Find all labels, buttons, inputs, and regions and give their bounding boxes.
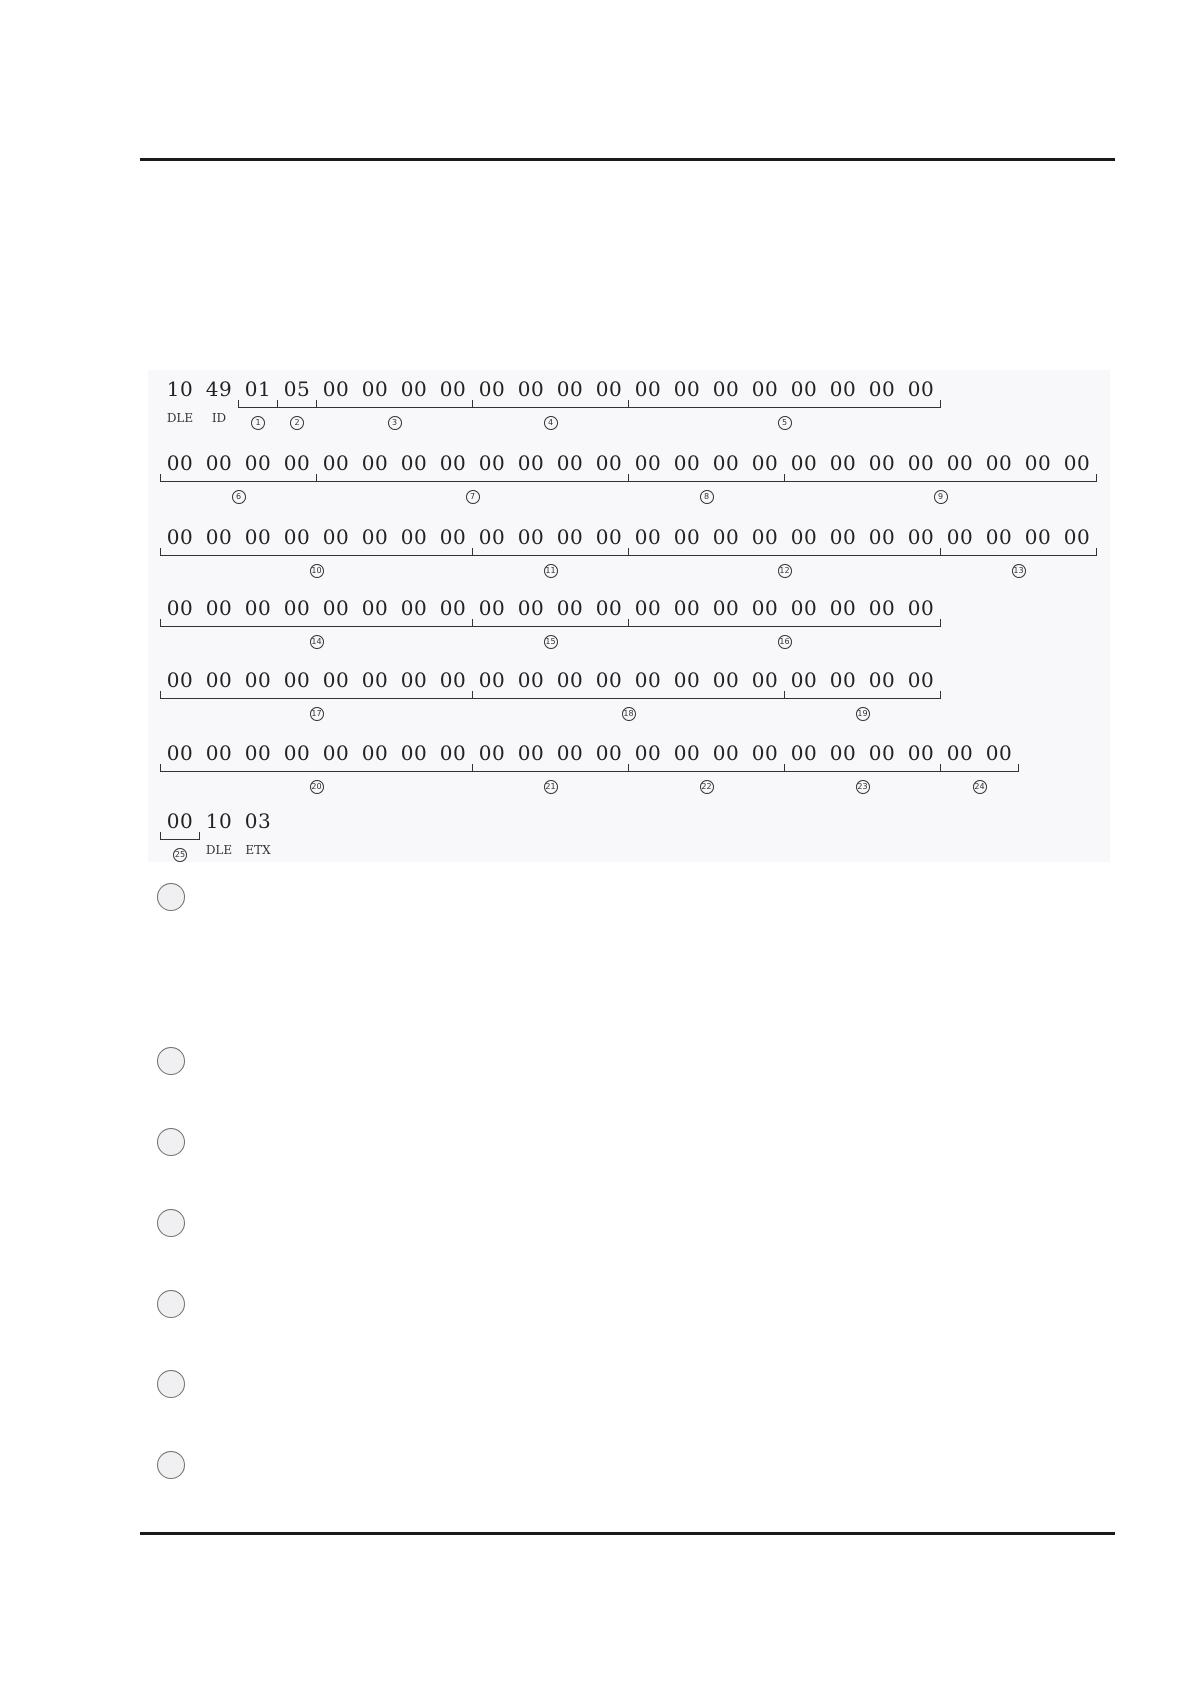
- byte-value: 00: [751, 668, 779, 692]
- byte-value: 00: [322, 596, 350, 620]
- byte-value: 00: [517, 451, 545, 475]
- byte-value: 00: [478, 525, 506, 549]
- field-number-marker: 8: [700, 490, 714, 504]
- byte-value: 00: [712, 377, 740, 401]
- byte-value: 00: [907, 668, 935, 692]
- byte-value: 00: [673, 377, 701, 401]
- byte-value: 00: [790, 596, 818, 620]
- byte-value: 00: [283, 451, 311, 475]
- field-bracket: [160, 474, 317, 482]
- byte-value: 00: [595, 741, 623, 765]
- byte-value: 00: [439, 377, 467, 401]
- frame-row: [148, 452, 1110, 514]
- byte-value: 00: [634, 525, 662, 549]
- byte-value: 00: [595, 451, 623, 475]
- byte-value: 00: [361, 525, 389, 549]
- byte-value: 00: [751, 741, 779, 765]
- byte-value: 00: [478, 741, 506, 765]
- frame-row: [148, 742, 1110, 804]
- byte-value: 00: [790, 451, 818, 475]
- field-bracket: [472, 619, 629, 627]
- byte-value: 00: [283, 596, 311, 620]
- field-number-marker: 13: [1012, 564, 1026, 578]
- field-number-marker: 4: [544, 416, 558, 430]
- byte-value: 00: [673, 525, 701, 549]
- byte-value: 00: [478, 451, 506, 475]
- byte-value: 00: [400, 377, 428, 401]
- frame-row: [148, 669, 1110, 731]
- field-number-marker: 3: [388, 416, 402, 430]
- byte-value: 00: [400, 451, 428, 475]
- byte-value: 00: [751, 377, 779, 401]
- byte-value: 00: [673, 451, 701, 475]
- field-number-marker: 14: [310, 635, 324, 649]
- byte-value: 00: [283, 741, 311, 765]
- byte-value: 00: [829, 377, 857, 401]
- field-bracket: [238, 400, 278, 408]
- byte-value: 00: [166, 809, 194, 833]
- field-number-marker: 10: [310, 564, 324, 578]
- field-number-marker: 1: [251, 416, 265, 430]
- byte-value: 00: [985, 741, 1013, 765]
- field-bracket: [160, 764, 473, 772]
- byte-value: 00: [556, 377, 584, 401]
- byte-value: 00: [868, 377, 896, 401]
- byte-value: 00: [1024, 451, 1052, 475]
- legend-circle-marker: [157, 1451, 185, 1479]
- footer-rule: [140, 1532, 1115, 1535]
- field-bracket: [628, 764, 785, 772]
- frame-diagram: [148, 370, 1110, 862]
- byte-value: 00: [244, 741, 272, 765]
- byte-value: 00: [595, 596, 623, 620]
- field-bracket: [160, 832, 200, 840]
- byte-value: 00: [868, 668, 896, 692]
- field-bracket: [628, 548, 941, 556]
- byte-value: 00: [517, 525, 545, 549]
- field-bracket: [472, 548, 629, 556]
- byte-value: 00: [829, 596, 857, 620]
- byte-value: 00: [556, 668, 584, 692]
- field-bracket: [628, 474, 785, 482]
- byte-value: 00: [790, 668, 818, 692]
- byte-value: 00: [595, 668, 623, 692]
- field-bracket: [160, 548, 473, 556]
- field-bracket: [472, 400, 629, 408]
- field-bracket: [160, 691, 473, 699]
- field-number-marker: 23: [856, 780, 870, 794]
- byte-value: 00: [322, 377, 350, 401]
- byte-value: 00: [283, 525, 311, 549]
- byte-value: 00: [244, 668, 272, 692]
- byte-tag-label: ETX: [245, 843, 271, 857]
- byte-value: 00: [634, 377, 662, 401]
- byte-value: 00: [400, 668, 428, 692]
- field-bracket: [940, 764, 1019, 772]
- field-bracket: [628, 400, 941, 408]
- field-bracket: [277, 400, 317, 408]
- byte-value: 00: [400, 741, 428, 765]
- byte-value: 49: [205, 377, 233, 401]
- field-number-marker: 19: [856, 707, 870, 721]
- field-bracket: [472, 764, 629, 772]
- byte-value: 00: [517, 377, 545, 401]
- byte-value: 00: [166, 451, 194, 475]
- byte-value: 00: [1024, 525, 1052, 549]
- byte-value: 00: [205, 525, 233, 549]
- byte-value: 00: [400, 596, 428, 620]
- byte-value: 00: [829, 741, 857, 765]
- byte-value: 00: [322, 451, 350, 475]
- field-bracket: [784, 691, 941, 699]
- byte-tag-label: DLE: [166, 411, 194, 425]
- byte-value: 00: [205, 668, 233, 692]
- legend-circle-marker: [157, 1290, 185, 1318]
- byte-value: 00: [868, 596, 896, 620]
- byte-value: 00: [673, 741, 701, 765]
- byte-value: 00: [946, 525, 974, 549]
- byte-value: 00: [634, 668, 662, 692]
- byte-value: 10: [205, 809, 233, 833]
- byte-value: 10: [166, 377, 194, 401]
- byte-value: 00: [244, 525, 272, 549]
- field-number-marker: 21: [544, 780, 558, 794]
- legend-circle-marker: [157, 1128, 185, 1156]
- byte-value: 00: [166, 525, 194, 549]
- byte-value: 00: [517, 741, 545, 765]
- byte-value: 05: [283, 377, 311, 401]
- byte-value: 00: [946, 451, 974, 475]
- byte-tag-label: ID: [211, 411, 227, 425]
- byte-value: 00: [907, 741, 935, 765]
- field-number-marker: 9: [934, 490, 948, 504]
- byte-value: 00: [244, 451, 272, 475]
- field-number-marker: 16: [778, 635, 792, 649]
- byte-value: 00: [361, 668, 389, 692]
- byte-value: 00: [907, 525, 935, 549]
- field-number-marker: 24: [973, 780, 987, 794]
- byte-value: 00: [868, 451, 896, 475]
- byte-value: 00: [361, 377, 389, 401]
- byte-value: 00: [712, 668, 740, 692]
- field-bracket: [160, 619, 473, 627]
- byte-value: 00: [322, 525, 350, 549]
- byte-value: 00: [478, 668, 506, 692]
- byte-value: 03: [244, 809, 272, 833]
- byte-value: 00: [790, 525, 818, 549]
- byte-value: 00: [673, 668, 701, 692]
- byte-value: 00: [517, 596, 545, 620]
- byte-value: 00: [439, 596, 467, 620]
- field-bracket: [784, 764, 941, 772]
- field-bracket: [784, 474, 1097, 482]
- byte-value: 00: [634, 451, 662, 475]
- byte-value: 00: [439, 668, 467, 692]
- byte-value: 00: [166, 596, 194, 620]
- legend-circle-marker: [157, 1370, 185, 1398]
- frame-row: [148, 810, 1110, 872]
- legend-circle-marker: [157, 1047, 185, 1075]
- legend-circle-marker: [157, 1209, 185, 1237]
- frame-row: [148, 378, 1110, 440]
- byte-tag-label: DLE: [205, 843, 233, 857]
- byte-value: 00: [907, 596, 935, 620]
- byte-value: 00: [712, 525, 740, 549]
- byte-value: 00: [790, 377, 818, 401]
- byte-value: 00: [283, 668, 311, 692]
- byte-value: 00: [205, 741, 233, 765]
- byte-value: 00: [790, 741, 818, 765]
- byte-value: 01: [244, 377, 272, 401]
- field-number-marker: 18: [622, 707, 636, 721]
- byte-value: 00: [205, 596, 233, 620]
- byte-value: 00: [1063, 525, 1091, 549]
- field-number-marker: 17: [310, 707, 324, 721]
- byte-value: 00: [751, 451, 779, 475]
- field-number-marker: 2: [290, 416, 304, 430]
- byte-value: 00: [361, 741, 389, 765]
- byte-value: 00: [907, 451, 935, 475]
- byte-value: 00: [712, 741, 740, 765]
- legend-circle-marker: [157, 883, 185, 911]
- byte-value: 00: [985, 451, 1013, 475]
- field-bracket: [316, 474, 629, 482]
- byte-value: 00: [439, 741, 467, 765]
- byte-value: 00: [634, 596, 662, 620]
- byte-value: 00: [1063, 451, 1091, 475]
- byte-value: 00: [712, 451, 740, 475]
- byte-value: 00: [322, 741, 350, 765]
- byte-value: 00: [556, 525, 584, 549]
- byte-value: 00: [439, 451, 467, 475]
- field-number-marker: 20: [310, 780, 324, 794]
- field-number-marker: 15: [544, 635, 558, 649]
- field-number-marker: 6: [232, 490, 246, 504]
- field-bracket: [472, 691, 785, 699]
- byte-value: 00: [517, 668, 545, 692]
- byte-value: 00: [751, 596, 779, 620]
- byte-value: 00: [478, 377, 506, 401]
- byte-value: 00: [634, 741, 662, 765]
- byte-value: 00: [478, 596, 506, 620]
- frame-row: [148, 597, 1110, 659]
- byte-value: 00: [712, 596, 740, 620]
- byte-value: 00: [322, 668, 350, 692]
- field-number-marker: 11: [544, 564, 558, 578]
- field-number-marker: 22: [700, 780, 714, 794]
- header-rule: [140, 158, 1115, 161]
- byte-value: 00: [361, 451, 389, 475]
- byte-value: 00: [868, 741, 896, 765]
- byte-value: 00: [361, 596, 389, 620]
- byte-value: 00: [595, 525, 623, 549]
- field-number-marker: 7: [466, 490, 480, 504]
- field-bracket: [628, 619, 941, 627]
- byte-value: 00: [244, 596, 272, 620]
- byte-value: 00: [166, 668, 194, 692]
- byte-value: 00: [400, 525, 428, 549]
- byte-value: 00: [439, 525, 467, 549]
- byte-value: 00: [595, 377, 623, 401]
- byte-value: 00: [829, 451, 857, 475]
- byte-value: 00: [751, 525, 779, 549]
- byte-value: 00: [166, 741, 194, 765]
- byte-value: 00: [556, 741, 584, 765]
- field-number-marker: 25: [173, 848, 187, 862]
- byte-value: 00: [985, 525, 1013, 549]
- byte-value: 00: [673, 596, 701, 620]
- field-bracket: [940, 548, 1097, 556]
- field-number-marker: 12: [778, 564, 792, 578]
- byte-value: 00: [946, 741, 974, 765]
- field-number-marker: 5: [778, 416, 792, 430]
- byte-value: 00: [868, 525, 896, 549]
- field-bracket: [316, 400, 473, 408]
- byte-value: 00: [205, 451, 233, 475]
- byte-value: 00: [556, 451, 584, 475]
- byte-value: 00: [907, 377, 935, 401]
- byte-value: 00: [829, 525, 857, 549]
- byte-value: 00: [829, 668, 857, 692]
- frame-row: [148, 526, 1110, 588]
- byte-value: 00: [556, 596, 584, 620]
